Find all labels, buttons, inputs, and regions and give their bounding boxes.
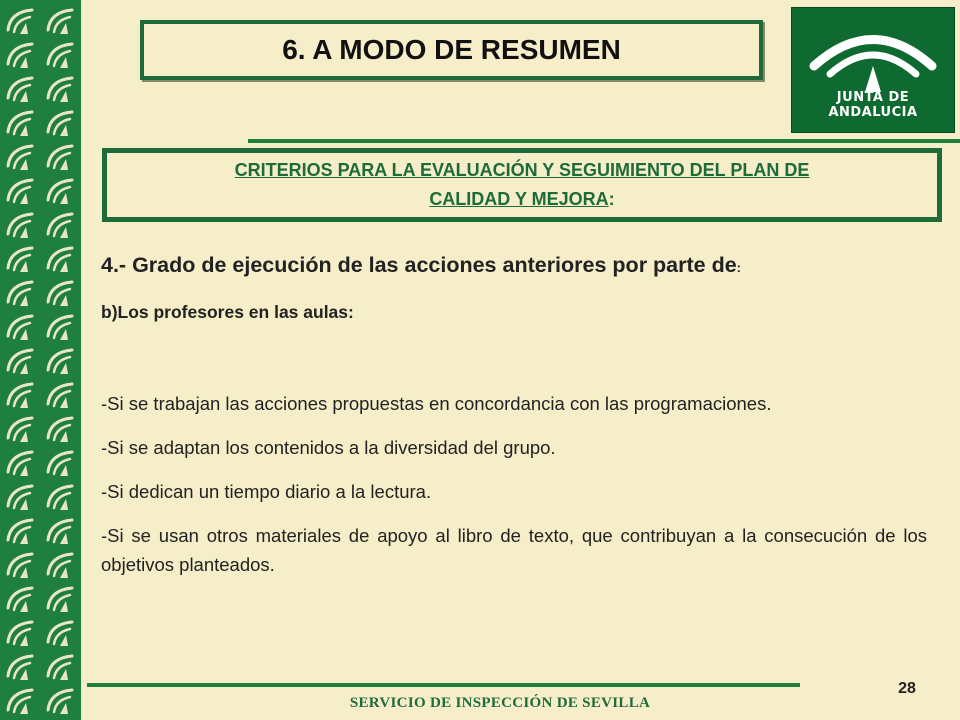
slide-title: 6. A MODO DE RESUMEN	[282, 34, 621, 65]
bullet-item: -Si dedican un tiempo diario a la lectura.	[101, 481, 432, 502]
section-heading-text: 4.- Grado de ejecución de las acciones anteriores por parte de	[101, 253, 737, 277]
title-box	[140, 20, 763, 80]
criteria-title-line2: CALIDAD Y MEJORA	[429, 189, 609, 209]
bullet-item: -Si se trabajan las acciones propuestas en concordancia con las programaciones.	[101, 393, 772, 414]
criteria-title-line1: CRITERIOS PARA LA EVALUACIÓN Y SEGUIMIENTO DEL PLAN DE	[234, 160, 810, 180]
section-heading-colon: :	[736, 260, 742, 275]
divider-line-top	[248, 139, 960, 143]
page-number: 28	[898, 680, 916, 697]
junta-andalucia-logo	[791, 7, 955, 133]
footer-text: SERVICIO DE INSPECCIÓN DE SEVILLA	[349, 695, 651, 711]
leaf-pattern-icon	[0, 0, 81, 720]
bullet-list	[101, 389, 927, 594]
criteria-box	[102, 148, 942, 222]
bullet-item: -Si se usan otros materiales de apoyo al libro de texto, que contribuyan a la consecución de los objetivos planteados.	[101, 525, 927, 575]
bullet-item: -Si se adaptan los contenidos a la diversidad del grupo.	[101, 437, 556, 458]
subheading: b)Los profesores en las aulas:	[101, 302, 354, 322]
divider-line-bottom	[87, 683, 800, 687]
logo-text: JUNTA DE ANDALUCIA	[828, 90, 918, 120]
decorative-left-strip	[0, 0, 81, 720]
section-heading	[101, 253, 931, 278]
criteria-colon: :	[608, 189, 615, 209]
